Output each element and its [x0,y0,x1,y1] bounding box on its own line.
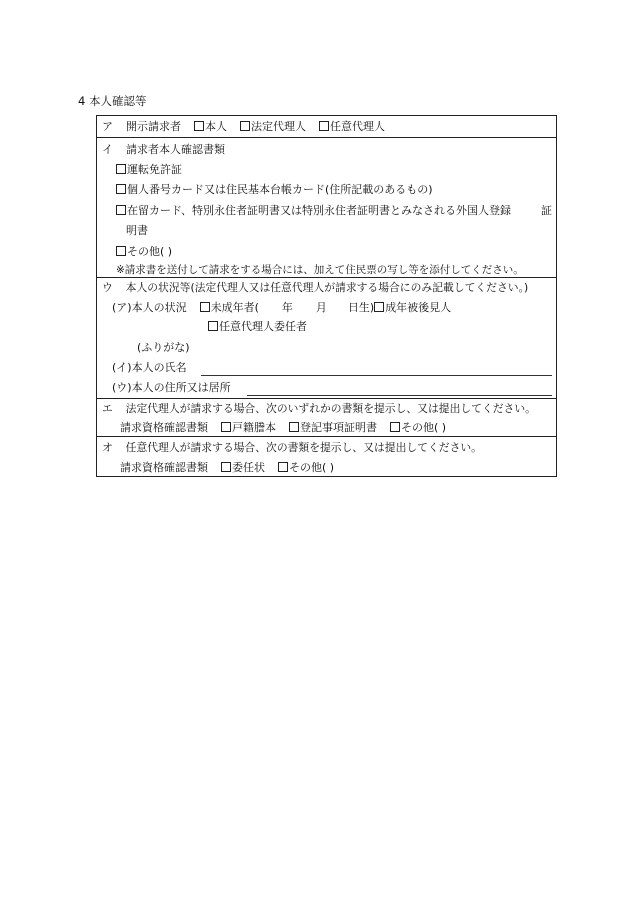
identity-confirmation-table [96,115,557,477]
birth-day-label: 日生) [347,301,375,314]
checkbox-voluntary-agent[interactable] [319,121,329,131]
requester-type-label: 開示請求者 [126,120,181,133]
checkbox-doc-other[interactable] [116,246,126,256]
checkbox-registry-certificate[interactable] [289,422,299,432]
agent-delegator-label: 任意代理人委任者 [219,320,307,333]
doc-other-label: その他( ) [127,245,173,258]
section-heading: 4 本人確認等 [78,94,147,108]
legal-agent-docs-label: 請求資格確認書類 [120,421,208,434]
requester-type-line [102,121,385,132]
agent-delegator-line [208,321,307,332]
doc-drivers-license [116,164,182,175]
family-register-label: 戸籍謄本 [232,421,276,434]
doc-my-number-card [116,184,433,195]
principal-status-line [112,302,451,313]
identity-documents-section [97,137,556,277]
minor-label: 未成年者( [210,301,259,314]
doc-residence-card-label: 在留カード、特別永住者証明書又は特別永住者証明書とみなされる外国人登録 [127,204,512,217]
legal-agent-documents-title-text: 法定代理人が請求する場合、次のいずれかの書類を提示し、又は提出してください。 [125,402,536,415]
voluntary-agent-docs-label: 請求資格確認書類 [120,461,208,474]
voluntary-agent-other-label: その他( ) [289,461,335,474]
principal-name-field[interactable] [201,375,552,376]
legal-agent-documents-title [102,404,536,415]
principal-status-title [102,283,528,294]
requester-type-row [97,116,556,137]
checkbox-voluntary-agent-other[interactable] [278,462,288,472]
year-label: 年 [281,301,293,314]
mail-request-note: ※請求書を送付して請求をする場合には、加えて住民票の写し等を添付してください。 [116,264,524,276]
voluntary-agent-documents-title-text: 任意代理人が請求する場合、次の書類を提示し、又は提出してください。 [125,441,482,454]
option-legal-agent-label: 法定代理人 [251,120,306,133]
row-prefix-a: ア [102,120,113,133]
checkbox-minor[interactable] [200,302,210,312]
identity-documents-label: 請求者本人確認書類 [126,143,225,156]
adult-guardian-label: 成年被後見人 [385,301,452,314]
principal-address-label: (ウ)本人の住所又は居所 [112,381,231,394]
doc-residence-card [116,205,552,216]
principal-status-section [97,277,556,398]
doc-my-number-card-label: 個人番号カード又は住民基本台帳カード(住所記載のあるもの) [127,183,433,196]
checkbox-legal-agent[interactable] [240,121,250,131]
legal-agent-documents-line [120,422,446,433]
principal-status-title-text: 本人の状況等(法定代理人又は任意代理人が請求する場合にのみ記載してください。) [125,281,529,294]
voluntary-agent-documents-line [120,462,334,473]
principal-name-label: (イ)本人の氏名 [112,361,187,374]
power-of-attorney-label: 委任状 [232,461,265,474]
legal-agent-documents-section [97,398,556,436]
row-prefix-o: オ [102,441,113,454]
checkbox-family-register[interactable] [221,422,231,432]
checkbox-legal-agent-other[interactable] [390,422,400,432]
option-self-label: 本人 [205,120,227,133]
voluntary-agent-documents-section [97,436,556,476]
doc-other [116,246,172,257]
row-prefix-e: エ [102,402,113,415]
doc-residence-card-label-end: 証 [541,204,552,217]
checkbox-my-number-card[interactable] [116,184,126,194]
checkbox-residence-card[interactable] [116,205,126,215]
identity-documents-title [102,144,225,155]
row-prefix-i: イ [102,143,113,156]
legal-agent-other-label: その他( ) [401,421,447,434]
row-prefix-u: ウ [102,281,113,294]
option-voluntary-agent-label: 任意代理人 [330,120,385,133]
checkbox-power-of-attorney[interactable] [221,462,231,472]
principal-address-field[interactable] [247,395,552,396]
doc-residence-card-label-cont: 明書 [126,224,148,237]
checkbox-adult-guardian[interactable] [374,302,384,312]
furigana-label: (ふりがな) [137,341,190,354]
doc-drivers-license-label: 運転免許証 [127,163,182,176]
month-label: 月 [315,301,327,314]
registry-certificate-label: 登記事項証明書 [300,421,377,434]
principal-status-label: (ア)本人の状況 [112,301,187,314]
checkbox-self[interactable] [194,121,204,131]
voluntary-agent-documents-title [102,443,482,454]
checkbox-drivers-license[interactable] [116,164,126,174]
checkbox-agent-delegator[interactable] [208,321,218,331]
